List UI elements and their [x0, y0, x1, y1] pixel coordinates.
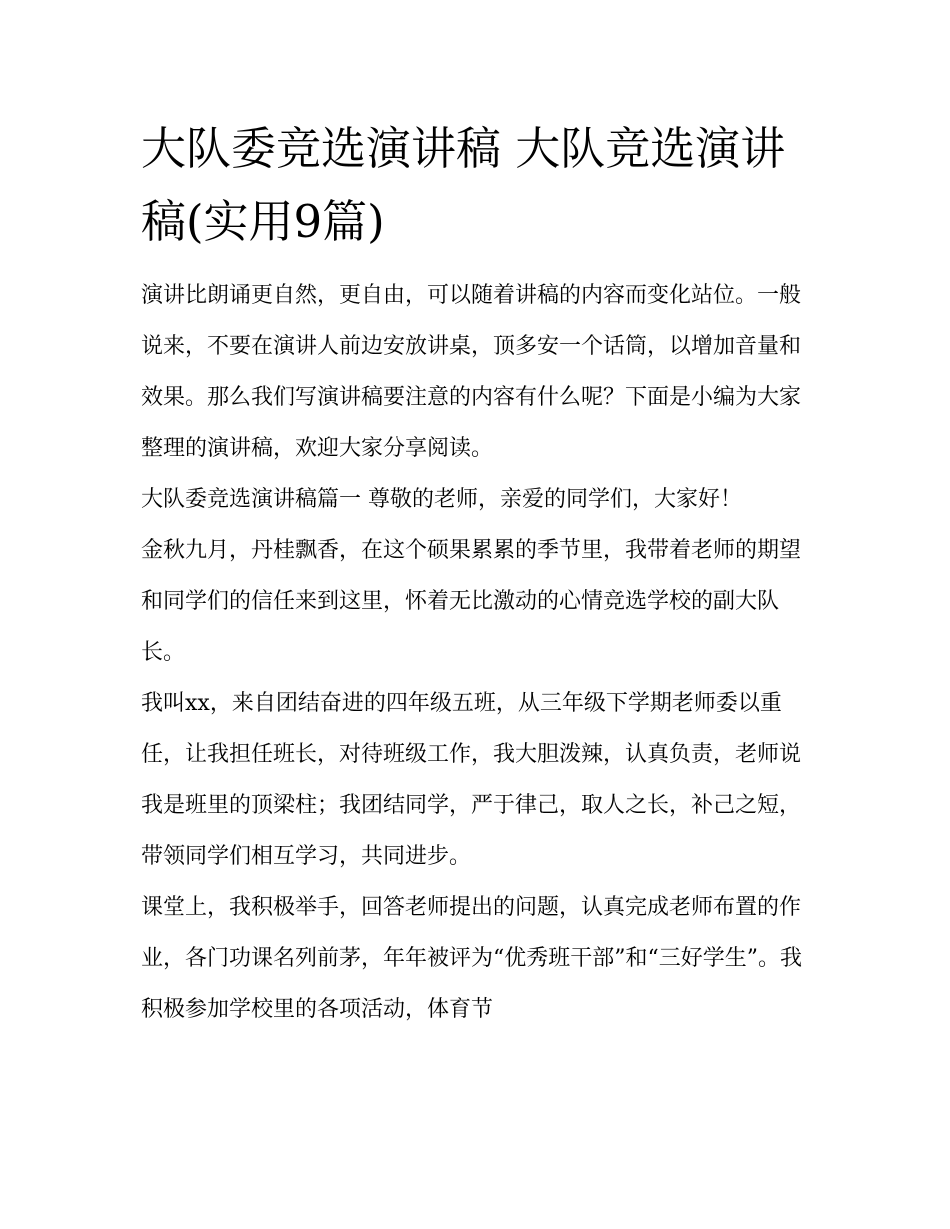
paragraph-opening: 金秋九月，丹桂飘香，在这个硕果累累的季节里，我带着老师的期望和同学们的信任来到这里，怀着无比激动的心情竞选学校的副大队长。 [141, 538, 802, 665]
document-title: 大队委竞选演讲稿 大队竞选演讲稿(实用9篇) [141, 122, 786, 248]
paragraph-intro: 演讲比朗诵更自然，更自由，可以随着讲稿的内容而变化站位。一般说来，不要在演讲人前边安放讲桌，顶多安一个话筒，以增加音量和效果。那么我们写演讲稿要注意的内容有什么呢？下面是小编为大家整理的演讲稿，欢迎大家分享阅读。 [141, 283, 802, 461]
paragraph-class-performance: 课堂上，我积极举手，回答老师提出的问题，认真完成老师布置的作业，各门功课名列前茅，年年被评为“优秀班干部”和“三好学生”。我积极参加学校里的各项活动，体育节 [141, 895, 802, 1022]
document-page [141, 112, 816, 1035]
paragraph-self-intro: 我叫xx，来自团结奋进的四年级五班，从三年级下学期老师委以重任，让我担任班长，对待班级工作，我大胆泼辣，认真负责，老师说我是班里的顶梁柱；我团结同学，严于律己，取人之长，补己之短，带领同学们相互学习，共同进步。 [141, 691, 802, 869]
paragraph-greeting: 大队委竞选演讲稿篇一 尊敬的老师，亲爱的同学们，大家好！ [141, 487, 742, 512]
